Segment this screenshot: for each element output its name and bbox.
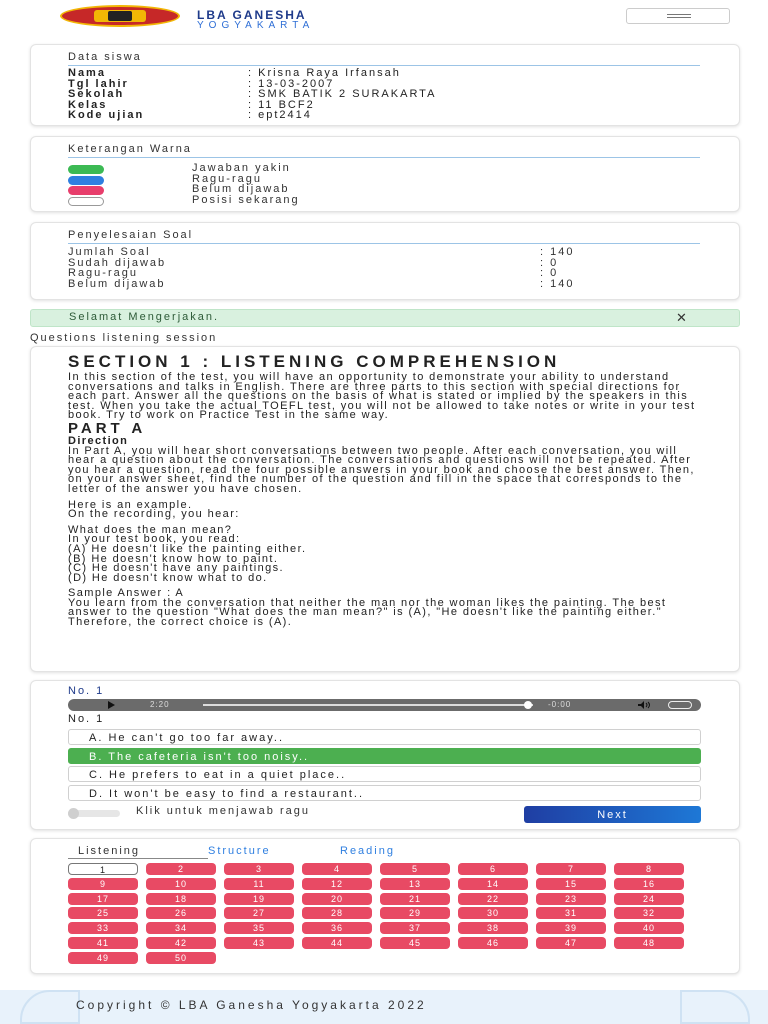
toggle-knob [68, 808, 79, 819]
question-nav-button[interactable]: 17 [68, 893, 138, 905]
question-nav-button[interactable]: 33 [68, 922, 138, 934]
audio-player[interactable] [68, 699, 701, 711]
progress-label-total: Jumlah Soal [68, 246, 151, 258]
question-nav-button[interactable]: 24 [614, 893, 684, 905]
progress-label-doubt: Ragu-ragu [68, 267, 138, 279]
brand-city: YOGYAKARTA [197, 20, 315, 31]
question-nav-button[interactable]: 11 [224, 878, 294, 890]
tab-structure[interactable]: Structure [208, 845, 271, 857]
audio-remaining-time: -0:00 [548, 700, 572, 709]
section-heading: SECTION 1 : LISTENING COMPREHENSION [68, 352, 561, 371]
example-line: On the recording, you hear: [68, 508, 240, 521]
divider [68, 157, 700, 158]
question-nav-button[interactable]: 8 [614, 863, 684, 875]
active-tab-indicator [68, 858, 208, 859]
question-nav-button[interactable]: 16 [614, 878, 684, 890]
next-button[interactable]: Next [524, 806, 701, 823]
question-nav-button[interactable]: 47 [536, 937, 606, 949]
legend-label-current: Posisi sekarang [192, 194, 300, 206]
sample-answer: Sample Answer : A [68, 587, 185, 600]
question-nav-button[interactable]: 43 [224, 937, 294, 949]
question-nav-button[interactable]: 27 [224, 907, 294, 919]
progress-label-unanswered: Belum dijawab [68, 278, 166, 290]
question-nav-button[interactable]: 2 [146, 863, 216, 875]
question-nav-button[interactable]: 10 [146, 878, 216, 890]
question-nav-button[interactable]: 39 [536, 922, 606, 934]
decorative-wave [20, 990, 80, 1024]
welcome-alert [30, 309, 740, 327]
student-data-title: Data siswa [68, 51, 142, 63]
alert-message: Selamat Mengerjakan. [69, 311, 220, 323]
question-nav-button[interactable]: 36 [302, 922, 372, 934]
part-heading: PART A [68, 419, 147, 437]
question-nav-button[interactable]: 5 [380, 863, 450, 875]
question-nav-button[interactable]: 35 [224, 922, 294, 934]
question-nav-button[interactable]: 12 [302, 878, 372, 890]
question-nav-button[interactable]: 34 [146, 922, 216, 934]
school-logo [60, 5, 180, 27]
example-option: (B) He doesn't know how to paint. [68, 552, 279, 565]
audio-current-time: 2:20 [150, 700, 170, 709]
question-nav-button[interactable]: 4 [302, 863, 372, 875]
decorative-wave [680, 990, 750, 1024]
question-nav-button[interactable]: 6 [458, 863, 528, 875]
student-label-name: Nama [68, 67, 106, 79]
doubt-toggle[interactable] [68, 810, 120, 817]
student-value-name: : Krisna Raya Irfansah [248, 67, 401, 79]
question-nav-button[interactable]: 41 [68, 937, 138, 949]
student-value-school: : SMK BATIK 2 SURAKARTA [248, 88, 437, 100]
more-options-icon[interactable] [668, 701, 692, 709]
intro-paragraph: In this section of the test, you will have an opportunity to demonstrate your ability to understand conversations and talks in English. There are three parts to this section with special directions for each part. Answer all the questions on the basis of what is stated or implied by the speakers in this test. When you take the actual TOEFL test, you will not be allowed to take notes or write in your test book. Try to work on Practice Test in the same way. [68, 371, 696, 422]
copyright-text: Copyright © LBA Ganesha Yogyakarta 2022 [76, 998, 427, 1012]
legend-dot-unanswered [68, 186, 104, 195]
question-nav-button[interactable]: 3 [224, 863, 294, 875]
question-nav-button[interactable]: 29 [380, 907, 450, 919]
progress-value-total: : 140 [540, 246, 575, 258]
example-option: (D) He doesn't know what to do. [68, 571, 268, 584]
answer-option-c[interactable]: C. He prefers to eat in a quiet place.. [68, 766, 701, 782]
header [0, 0, 768, 36]
legend-dot-doubt [68, 176, 104, 185]
question-nav-button[interactable]: 7 [536, 863, 606, 875]
brand-name: LBA GANESHA [197, 8, 307, 22]
legend-label-sure: Jawaban yakin [192, 162, 291, 174]
footer [0, 990, 768, 1024]
tab-listening[interactable]: Listening [78, 845, 141, 857]
legend-dot-sure [68, 165, 104, 174]
question-nav-button[interactable]: 48 [614, 937, 684, 949]
question-nav-button[interactable]: 50 [146, 952, 216, 964]
legend-title: Keterangan Warna [68, 143, 192, 155]
audio-progress-track[interactable] [203, 704, 533, 706]
session-label: Questions listening session [30, 332, 218, 344]
question-nav-button[interactable]: 28 [302, 907, 372, 919]
question-nav-button[interactable]: 49 [68, 952, 138, 964]
logo-center [108, 11, 132, 21]
example-line: Here is an example. [68, 498, 193, 511]
menu-icon [667, 14, 691, 15]
progress-title: Penyelesaian Soal [68, 229, 194, 241]
question-nav-button[interactable]: 42 [146, 937, 216, 949]
menu-icon-line [667, 17, 691, 18]
student-label-class: Kelas [68, 99, 108, 111]
progress-label-answered: Sudah dijawab [68, 257, 167, 269]
question-nav-button[interactable]: 44 [302, 937, 372, 949]
student-value-exam-code: : ept2414 [248, 109, 312, 121]
answer-option-a[interactable]: A. He can't go too far away.. [68, 729, 701, 745]
close-icon[interactable]: ✕ [676, 310, 687, 325]
question-nav-button[interactable]: 14 [458, 878, 528, 890]
direction-paragraph: In Part A, you will hear short conversations between two people. After each conversation, you will hear a question about the conversation. The conversations and questions will not be repeated. After you hear a question, read the four possible answers in your book and choose the best answer. Then, on your answer sheet, find the number of the question and fill in the space that corresponds to the letter of the answer you have chosen. [68, 444, 695, 495]
example-question: What does the man mean? [68, 523, 233, 536]
hamburger-menu-button[interactable] [626, 8, 730, 24]
sample-explanation: You learn from the conversation that neither the man nor the woman likes the painting. The best answer to the question "What does the man mean?" is (A), "He doesn't like the painting either." Therefore, the correct choice is (A). [68, 596, 667, 629]
question-nav-button[interactable]: 31 [536, 907, 606, 919]
answer-option-b[interactable]: B. The cafeteria isn't too noisy.. [68, 748, 701, 764]
question-nav-button[interactable]: 38 [458, 922, 528, 934]
tab-reading[interactable]: Reading [340, 845, 395, 857]
example-line: In your test book, you read: [68, 533, 241, 546]
example-option: (C) He doesn't have any paintings. [68, 562, 285, 575]
answer-option-d[interactable]: D. It won't be easy to find a restaurant.. [68, 785, 701, 801]
question-nav-button[interactable]: 23 [536, 893, 606, 905]
question-nav-button[interactable]: 19 [224, 893, 294, 905]
instructions-text [68, 352, 708, 629]
question-nav-button[interactable]: 45 [380, 937, 450, 949]
divider [68, 243, 700, 244]
question-nav-button[interactable]: 30 [458, 907, 528, 919]
progress-value-answered: : 0 [540, 257, 559, 269]
question-nav-button[interactable]: 18 [146, 893, 216, 905]
question-nav-button[interactable]: 9 [68, 878, 138, 890]
question-nav-button[interactable]: 25 [68, 907, 138, 919]
question-nav-button[interactable]: 1 [68, 863, 138, 875]
question-title: No. 1 [68, 713, 105, 725]
question-nav-button[interactable]: 46 [458, 937, 528, 949]
divider [68, 65, 700, 66]
question-nav-button[interactable]: 32 [614, 907, 684, 919]
question-nav-button[interactable]: 26 [146, 907, 216, 919]
question-nav-button[interactable]: 13 [380, 878, 450, 890]
student-label-exam-code: Kode ujian [68, 109, 145, 121]
play-icon[interactable] [108, 701, 115, 709]
legend-label-unanswered: Belum dijawab [192, 183, 290, 195]
student-value-class: : 11 BCF2 [248, 99, 315, 111]
doubt-toggle-label: Klik untuk menjawab ragu [136, 805, 310, 817]
direction-label: Direction [68, 434, 129, 447]
example-option: (A) He doesn't like the painting either. [68, 542, 307, 555]
progress-value-doubt: : 0 [540, 267, 559, 279]
student-label-school: Sekolah [68, 88, 125, 100]
question-nav-button[interactable]: 15 [536, 878, 606, 890]
legend-label-doubt: Ragu-ragu [192, 173, 262, 185]
question-nav-button[interactable]: 21 [380, 893, 450, 905]
question-nav-button[interactable]: 22 [458, 893, 528, 905]
progress-value-unanswered: : 140 [540, 278, 575, 290]
student-label-dob: Tgl lahir [68, 78, 129, 90]
legend-dot-current [68, 197, 104, 206]
question-nav-button[interactable]: 37 [380, 922, 450, 934]
audio-seek-handle[interactable] [524, 701, 532, 709]
question-number-label: No. 1 [68, 685, 105, 697]
student-value-dob: : 13-03-2007 [248, 78, 335, 90]
question-nav-button[interactable]: 40 [614, 922, 684, 934]
question-nav-button[interactable]: 20 [302, 893, 372, 905]
